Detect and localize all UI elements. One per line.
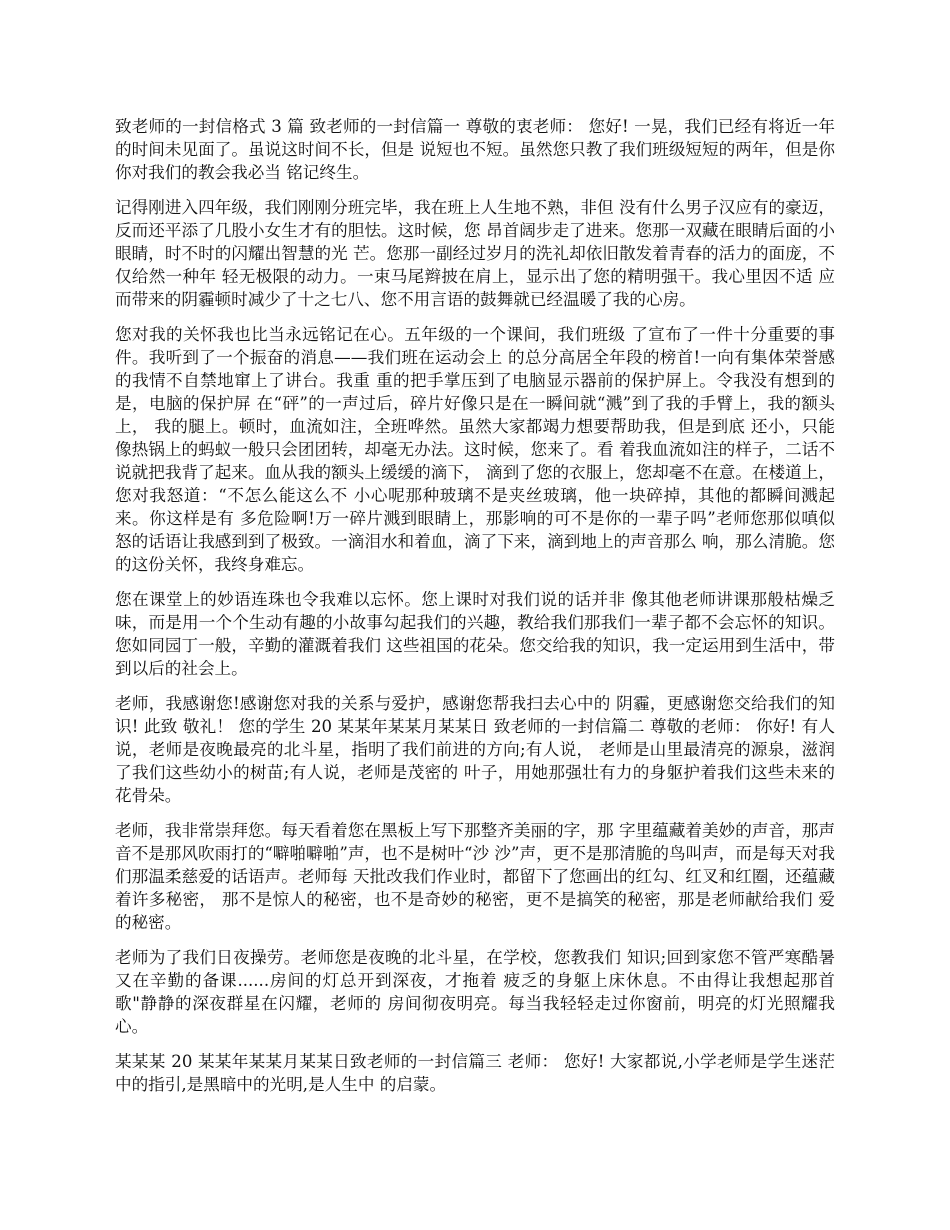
paragraph-3: 您对我的关怀我也比当永远铭记在心。五年级的一个课间，我们班级 了宣布了一件十分重要的事件。我听到了一个振奋的消息——我们班在运动会上 的总分高居全年段的榜首!一向有集体荣誉感的我情不自禁地窜上了讲台。我重 重的把手掌压到了电脑显示器前的保护屏上。令我没有想到的是，电脑的保护屏 在“砰”的一声过后，碎片好像只是在一瞬间就“溅”到了我的手臂上，我的额头上， 我的腿上。顿时，血流如注，全班哗然。虽然大家都竭力想要帮助我，但是到底 还小，只能像热锅上的蚂蚁一般只会团团转，却毫无办法。这时候，您来了。看 着我血流如注的样子，二话不说就把我背了起来。血从我的额头上缓缓的滴下， 滴到了您的衣服上，您却毫不在意。在楼道上，您对我怒道：“不怎么能这么不 小心呢那种玻璃不是夹丝玻璃，他一块碎掉，其他的都瞬间溅起来。你这样是有 多危险啊!万一碎片溅到眼睛上，那影响的可不是你的一辈子吗”老师您那似嗔似 怒的话语让我感到到了极致。一滴泪水和着血，滴了下来，滴到地上的声音那么 响，那么清脆。您的这份关怀，我终身难忘。	[115, 325, 835, 574]
paragraph-5: 老师，我感谢您!感谢您对我的关系与爱护，感谢您帮我扫去心中的 阴霾，更感谢您交给我们的知识! 此致 敬礼！ 您的学生 20 某某年某某月某某日 致老师的一封信篇二 尊敬的老师： 你好! 有人说，老师是夜晚最亮的北斗星，指明了我们前进的方向;有人说， 老师是山里最清亮的源泉，滋润了我们这些幼小的树苗;有人说，老师是茂密的 叶子，用她那强壮有力的身躯护着我们这些未来的花骨朵。	[115, 694, 835, 805]
paragraph-7: 老师为了我们日夜操劳。老师您是夜晚的北斗星，在学校，您教我们 知识;回到家您不管严寒酷暑又在辛勤的备课......房间的灯总开到深夜，才拖着 疲乏的身躯上床休息。不由得让我想起那首歌"静静的深夜群星在闪耀，老师的 房间彻夜明亮。每当我轻轻走过你窗前，明亮的灯光照耀我心。	[115, 948, 835, 1036]
paragraph-2: 记得刚进入四年级，我们刚刚分班完毕，我在班上人生地不熟，非但 没有什么男子汉应有的豪迈，反而还平添了几股小女生才有的胆怯。这时候，您 昂首阔步走了进来。您那一双藏在眼睛后面的小眼睛，时不时的闪耀出智慧的光 芒。您那一副经过岁月的洗礼却依旧散发着青春的活力的面庞，不仅给然一种年 轻无极限的动力。一束马尾辫披在肩上，显示出了您的精明强干。我心里因不适 应而带来的阴霾顿时减少了十之七八、您不用言语的鼓舞就已经温暖了我的心房。	[115, 198, 835, 309]
paragraph-4: 您在课堂上的妙语连珠也令我难以忘怀。您上课时对我们说的话并非 像其他老师讲课那般枯燥乏味，而是用一个个生动有趣的小故事勾起我们的兴趣，教给我们那我们一辈子都不会忘怀的知识。您如同园丁一般，辛勤的灌溉着我们 这些祖国的花朵。您交给我的知识，我一定运用到生活中，带到以后的社会上。	[115, 590, 835, 678]
paragraph-6: 老师，我非常崇拜您。每天看着您在黑板上写下那整齐美丽的字，那 字里蕴藏着美妙的声音，那声音不是那风吹雨打的“噼啪噼啪”声，也不是树叶“沙 沙”声，更不是那清脆的鸟叫声，而是每天对我们那温柔慈爱的话语声。老师每 天批改我们作业时，都留下了您画出的红勾、红叉和红圈，还蕴藏着许多秘密， 那不是惊人的秘密，也不是奇妙的秘密，更不是搞笑的秘密，那是老师献给我们 爱的秘密。	[115, 821, 835, 932]
document-page	[115, 115, 835, 1096]
paragraph-8: 某某某 20 某某年某某月某某日致老师的一封信篇三 老师： 您好! 大家都说,小学老师是学生迷茫中的指引,是黑暗中的光明,是人生中 的启蒙。	[115, 1052, 835, 1094]
paragraph-1: 致老师的一封信格式 3 篇 致老师的一封信篇一 尊敬的衷老师： 您好! 一晃，我们已经有将近一年的时间未见面了。虽说这时间不长，但是 说短也不短。虽然您只教了我们班级短短的两年，但是你你对我们的教会我必当 铭记终生。	[115, 117, 835, 182]
